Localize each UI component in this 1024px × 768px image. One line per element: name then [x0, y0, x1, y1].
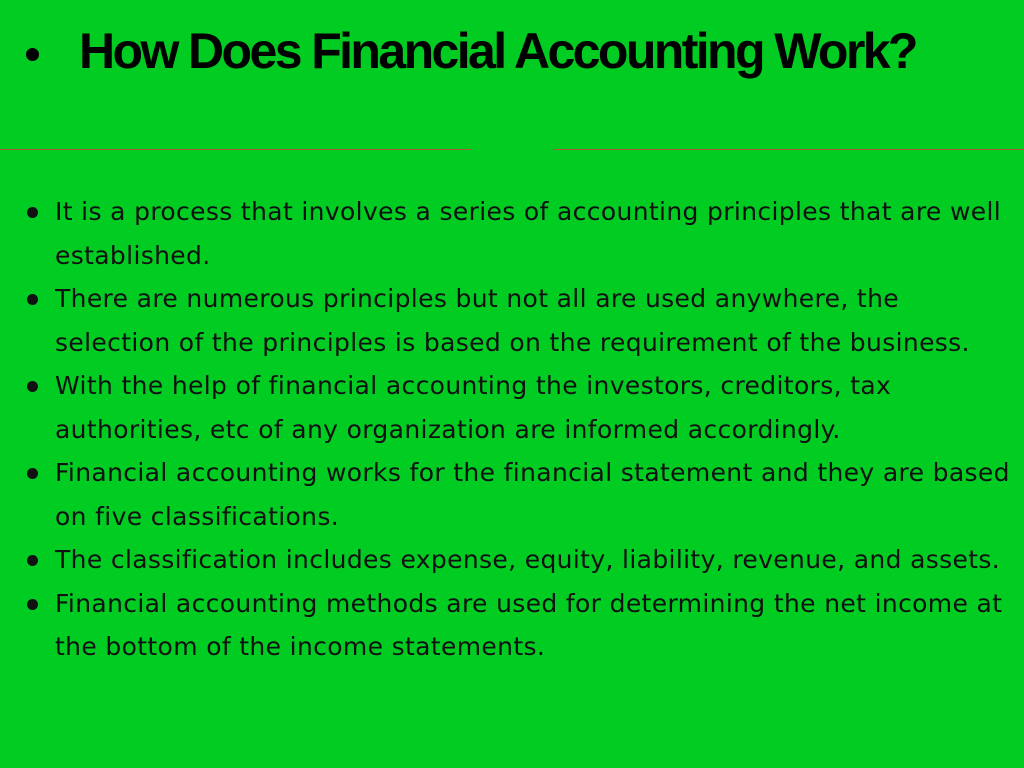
bullet-text: There are numerous principles but not all are used anywhere, the selection of the principles is based on the requirement of the business.: [55, 284, 970, 357]
divider-left: [0, 149, 471, 150]
bullet-item: [0, 277, 1024, 364]
title-bullet-icon: [26, 48, 39, 61]
bullet-text: It is a process that involves a series of accounting principles that are well established.: [55, 197, 1002, 270]
bullet-text: Financial accounting methods are used for determining the net income at the bottom of the income statements.: [55, 588, 1003, 661]
bullet-dot-icon: [27, 294, 38, 305]
bullet-dot-icon: [27, 381, 38, 392]
bullet-text: With the help of financial accounting the investors, creditors, tax authorities, etc of any organization are informed accordingly.: [55, 371, 892, 444]
bullet-text: The classification includes expense, equity, liability, revenue, and assets.: [55, 545, 1001, 574]
title-row: [0, 18, 1024, 88]
slide-title: How Does Financial Accounting Work?: [79, 23, 916, 79]
divider-right: [553, 149, 1024, 150]
bullet-item: [0, 538, 1024, 582]
bullet-item: [0, 451, 1024, 538]
bullet-dot-icon: [27, 468, 38, 479]
bullet-dot-icon: [27, 599, 38, 610]
bullet-item: [0, 364, 1024, 451]
bullet-dot-icon: [27, 555, 38, 566]
bullet-dot-icon: [27, 207, 38, 218]
bullet-item: [0, 190, 1024, 277]
bullet-item: [0, 582, 1024, 669]
bullet-text: Financial accounting works for the financial statement and they are based on five classifications.: [55, 458, 1010, 531]
bullet-list: [0, 190, 1024, 669]
